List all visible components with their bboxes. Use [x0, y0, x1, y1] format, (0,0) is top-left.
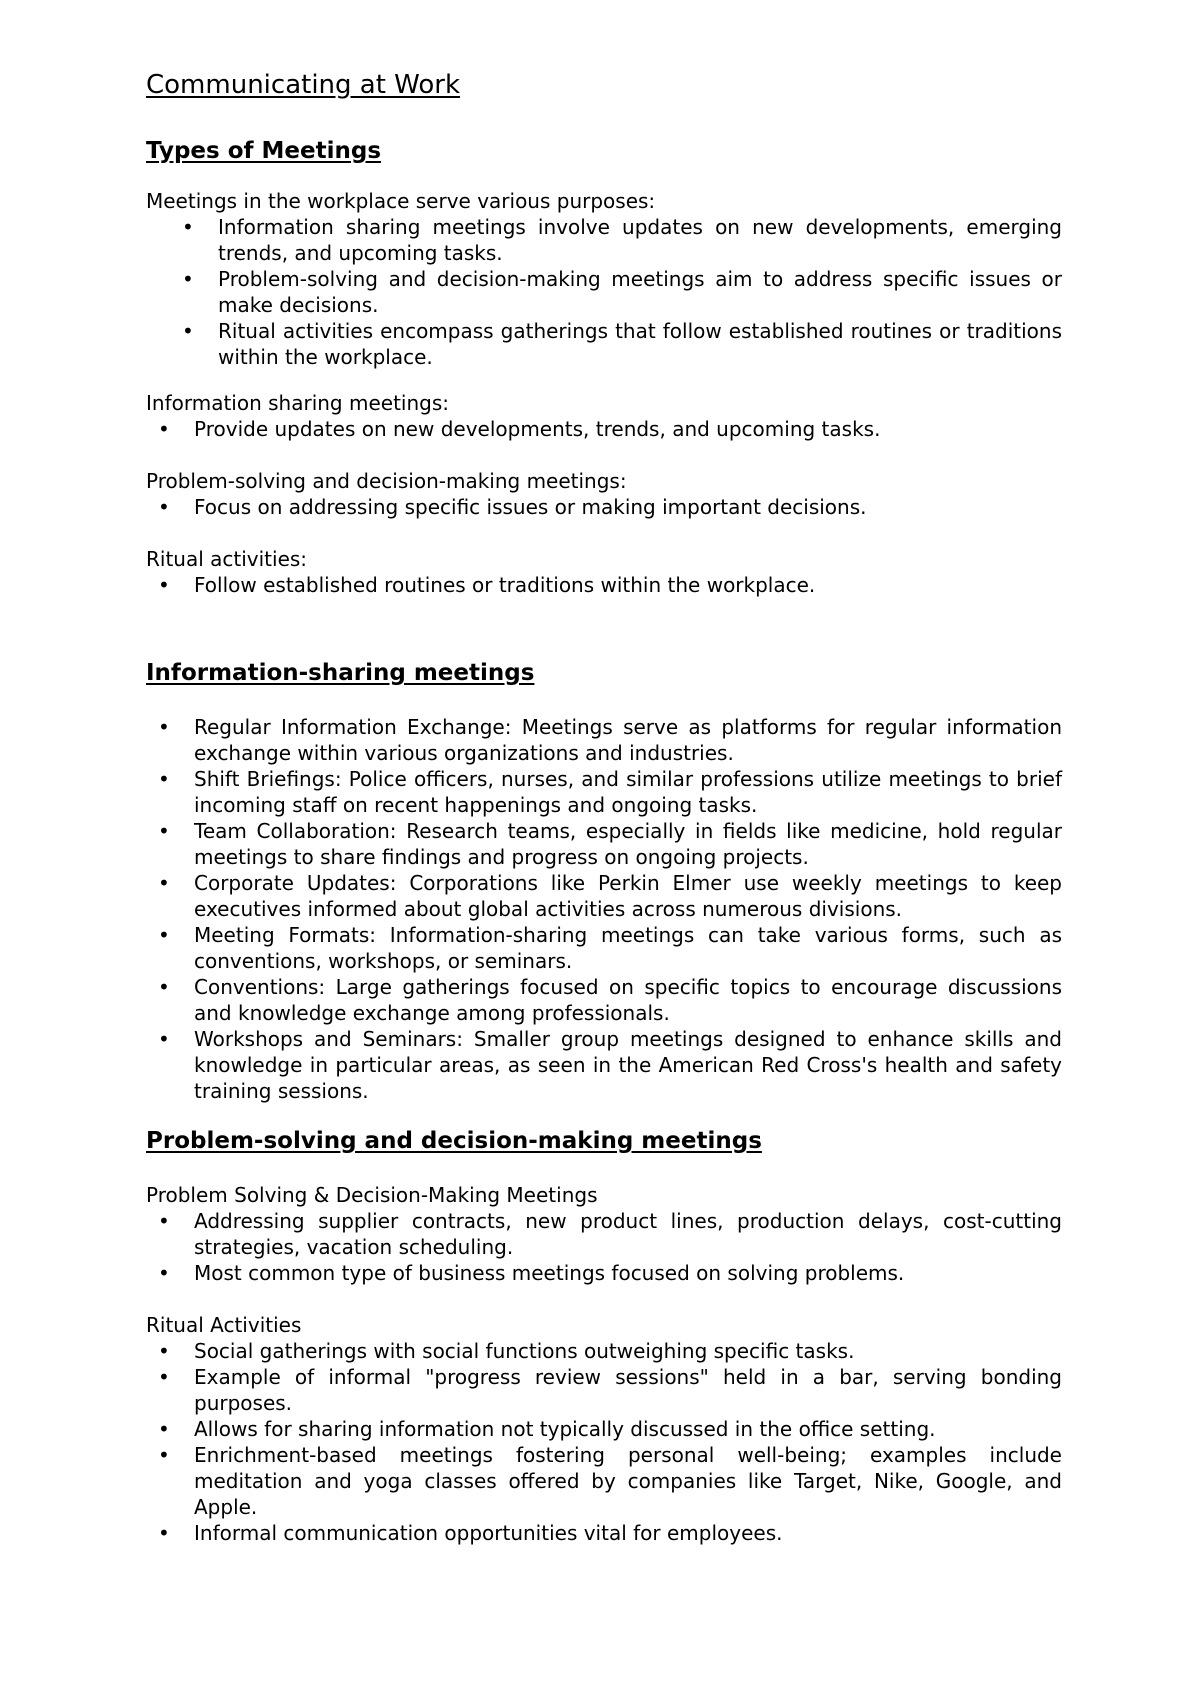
list-item: • Allows for sharing information not typically discussed in the office setting.	[194, 1416, 1062, 1442]
info-sharing-label: Information sharing meetings:	[146, 391, 450, 415]
types-list	[218, 214, 1062, 370]
problem-solving-summary-list	[194, 494, 1062, 520]
info-sharing-summary-list	[194, 416, 1062, 442]
information-sharing-list	[194, 714, 1062, 1104]
list-item: • Focus on addressing specific issues or making important decisions.	[194, 494, 1062, 520]
list-item: • Shift Briefings: Police officers, nurses, and similar professions utilize meetings to brief incoming staff on recent happenings and ongoing tasks.	[194, 766, 1062, 818]
problem-solving-subheading: Problem Solving & Decision-Making Meetings	[146, 1183, 598, 1207]
list-item: • Example of informal "progress review sessions" held in a bar, serving bonding purposes.	[194, 1364, 1062, 1416]
list-item: • Social gatherings with social functions outweighing specific tasks.	[194, 1338, 1062, 1364]
list-item: • Ritual activities encompass gatherings that follow established routines or traditions within the workplace.	[218, 318, 1062, 370]
ritual-label: Ritual activities:	[146, 547, 308, 571]
list-item: • Conventions: Large gatherings focused on specific topics to encourage discussions and knowledge exchange among professionals.	[194, 974, 1062, 1026]
list-item: • Follow established routines or traditions within the workplace.	[194, 572, 1062, 598]
list-item: • Enrichment-based meetings fostering personal well-being; examples include meditation and yoga classes offered by companies like Target, Nike, Google, and Apple.	[194, 1442, 1062, 1520]
document-page	[146, 68, 1062, 1546]
list-item: • Provide updates on new developments, trends, and upcoming tasks.	[194, 416, 1062, 442]
problem-solving-label: Problem-solving and decision-making meetings:	[146, 469, 627, 493]
list-item: • Regular Information Exchange: Meetings serve as platforms for regular information exchange within various organizations and industries.	[194, 714, 1062, 766]
list-item: • Information sharing meetings involve updates on new developments, emerging trends, and upcoming tasks.	[218, 214, 1062, 266]
ritual-summary-list	[194, 572, 1062, 598]
ritual-subheading: Ritual Activities	[146, 1313, 302, 1337]
types-intro: Meetings in the workplace serve various purposes:	[146, 189, 656, 213]
list-item: • Most common type of business meetings focused on solving problems.	[194, 1260, 1062, 1286]
information-sharing-heading: Information-sharing meetings	[146, 660, 535, 686]
problem-solving-heading: Problem-solving and decision-making meetings	[146, 1128, 762, 1154]
ritual-list	[194, 1338, 1062, 1546]
document-title: Communicating at Work	[146, 70, 461, 100]
list-item: • Informal communication opportunities vital for employees.	[194, 1520, 1062, 1546]
list-item: • Meeting Formats: Information-sharing meetings can take various forms, such as conventions, workshops, or seminars.	[194, 922, 1062, 974]
problem-solving-list	[194, 1208, 1062, 1286]
types-of-meetings-heading: Types of Meetings	[146, 138, 382, 164]
list-item: • Workshops and Seminars: Smaller group meetings designed to enhance skills and knowledge in particular areas, as seen in the American Red Cross's health and safety training sessions.	[194, 1026, 1062, 1104]
list-item: • Corporate Updates: Corporations like Perkin Elmer use weekly meetings to keep executives informed about global activities across numerous divisions.	[194, 870, 1062, 922]
list-item: • Problem-solving and decision-making meetings aim to address specific issues or make decisions.	[218, 266, 1062, 318]
list-item: • Addressing supplier contracts, new product lines, production delays, cost-cutting strategies, vacation scheduling.	[194, 1208, 1062, 1260]
list-item: • Team Collaboration: Research teams, especially in fields like medicine, hold regular meetings to share findings and progress on ongoing projects.	[194, 818, 1062, 870]
